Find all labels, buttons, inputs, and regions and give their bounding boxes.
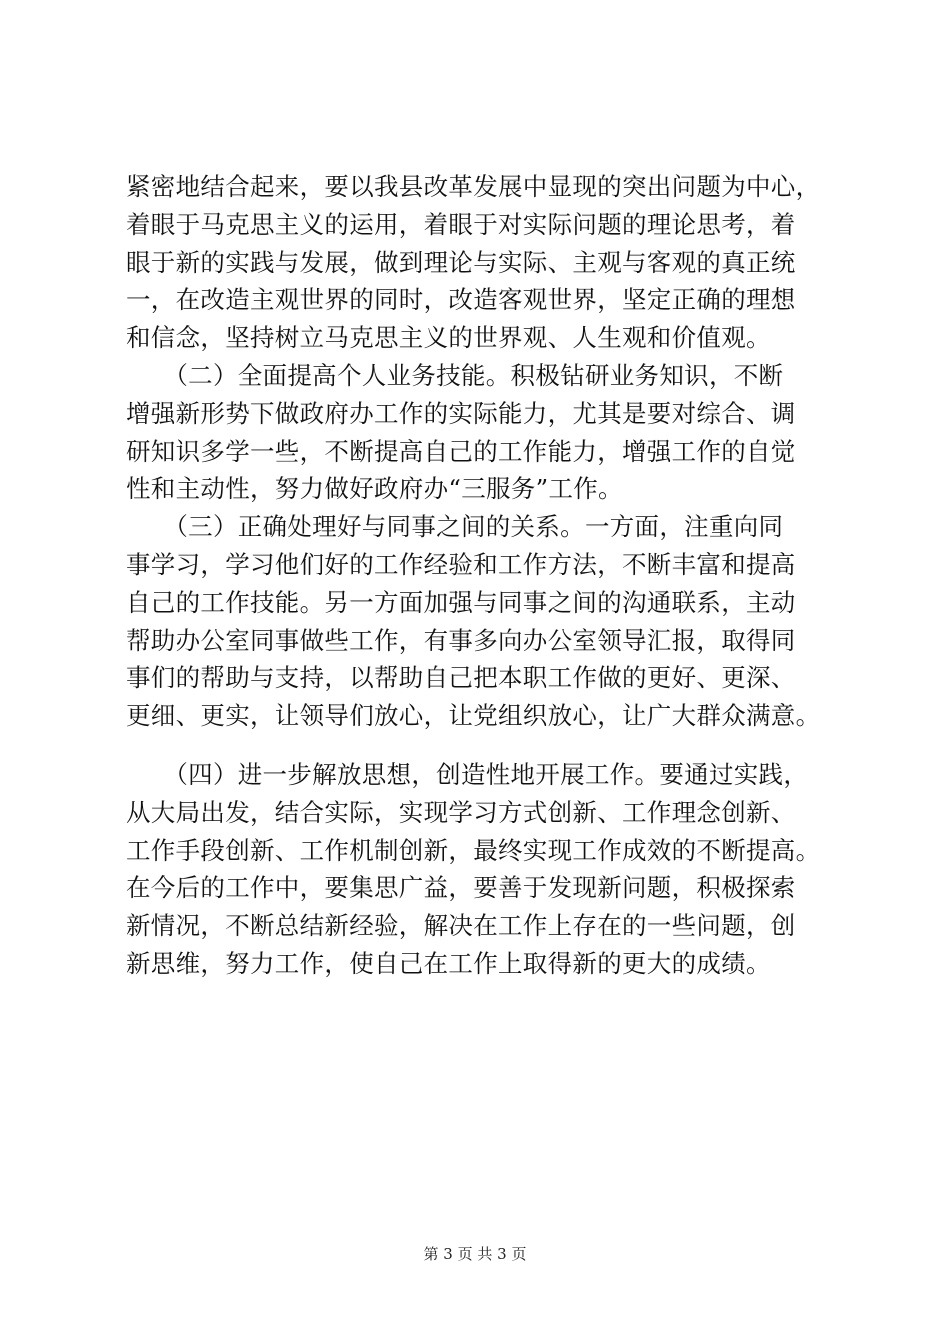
text-line: 新思维，努力工作，使自己在工作上取得新的更大的成绩。 (126, 948, 771, 978)
text-line: 事学习，学习他们好的工作经验和工作方法，不断丰富和提高 (126, 549, 796, 579)
text-line: 在今后的工作中，要集思广益，要善于发现新问题，积极探索 (126, 873, 796, 903)
text-line: 从大局出发，结合实际，实现学习方式创新、工作理念创新、 (126, 797, 796, 827)
text-line: 帮助办公室同事做些工作，有事多向办公室领导汇报，取得同 (126, 625, 796, 655)
text-line: 新情况，不断总结新经验，解决在工作上存在的一些问题，创 (126, 911, 796, 941)
text-line: 更细、更实，让领导们放心，让党组织放心，让广大群众满意。 (126, 701, 821, 731)
text-line: 增强新形势下做政府办工作的实际能力，尤其是要对综合、调 (126, 398, 796, 428)
text-line: 工作手段创新、工作机制创新，最终实现工作成效的不断提高。 (126, 835, 821, 865)
text-line: 事们的帮助与支持，以帮助自己把本职工作做的更好、更深、 (126, 663, 796, 693)
text-line: 性和主动性，努力做好政府办“三服务”工作。 (126, 474, 623, 504)
text-line: 和信念，坚持树立马克思主义的世界观、人生观和价值观。 (126, 323, 771, 353)
page-number-footer: 第 3 页 共 3 页 (423, 1245, 527, 1263)
text-line: 自己的工作技能。另一方面加强与同事之间的沟通联系，主动 (126, 587, 796, 617)
document-body (126, 168, 861, 983)
paragraph-spacer (126, 735, 861, 756)
paragraph-2 (126, 357, 861, 508)
paragraph-1 (126, 168, 861, 357)
paragraph-4 (126, 756, 861, 983)
text-line: （三）正确处理好与同事之间的关系。一方面，注重向同 (126, 512, 784, 542)
text-line: （四）进一步解放思想，创造性地开展工作。要通过实践， (126, 759, 809, 789)
text-line: （二）全面提高个人业务技能。积极钻研业务知识，不断 (126, 360, 784, 390)
text-line: 一，在改造主观世界的同时，改造客观世界，坚定正确的理想 (126, 285, 796, 315)
text-line: 研知识多学一些，不断提高自己的工作能力，增强工作的自觉 (126, 436, 796, 466)
text-line: 着眼于马克思主义的运用，着眼于对实际问题的理论思考，着 (126, 209, 796, 239)
text-line: 紧密地结合起来，要以我县改革发展中显现的突出问题为中心， (126, 172, 821, 201)
paragraph-3 (126, 508, 861, 735)
text-line: 眼于新的实践与发展，做到理论与实际、主观与客观的真正统 (126, 247, 796, 277)
